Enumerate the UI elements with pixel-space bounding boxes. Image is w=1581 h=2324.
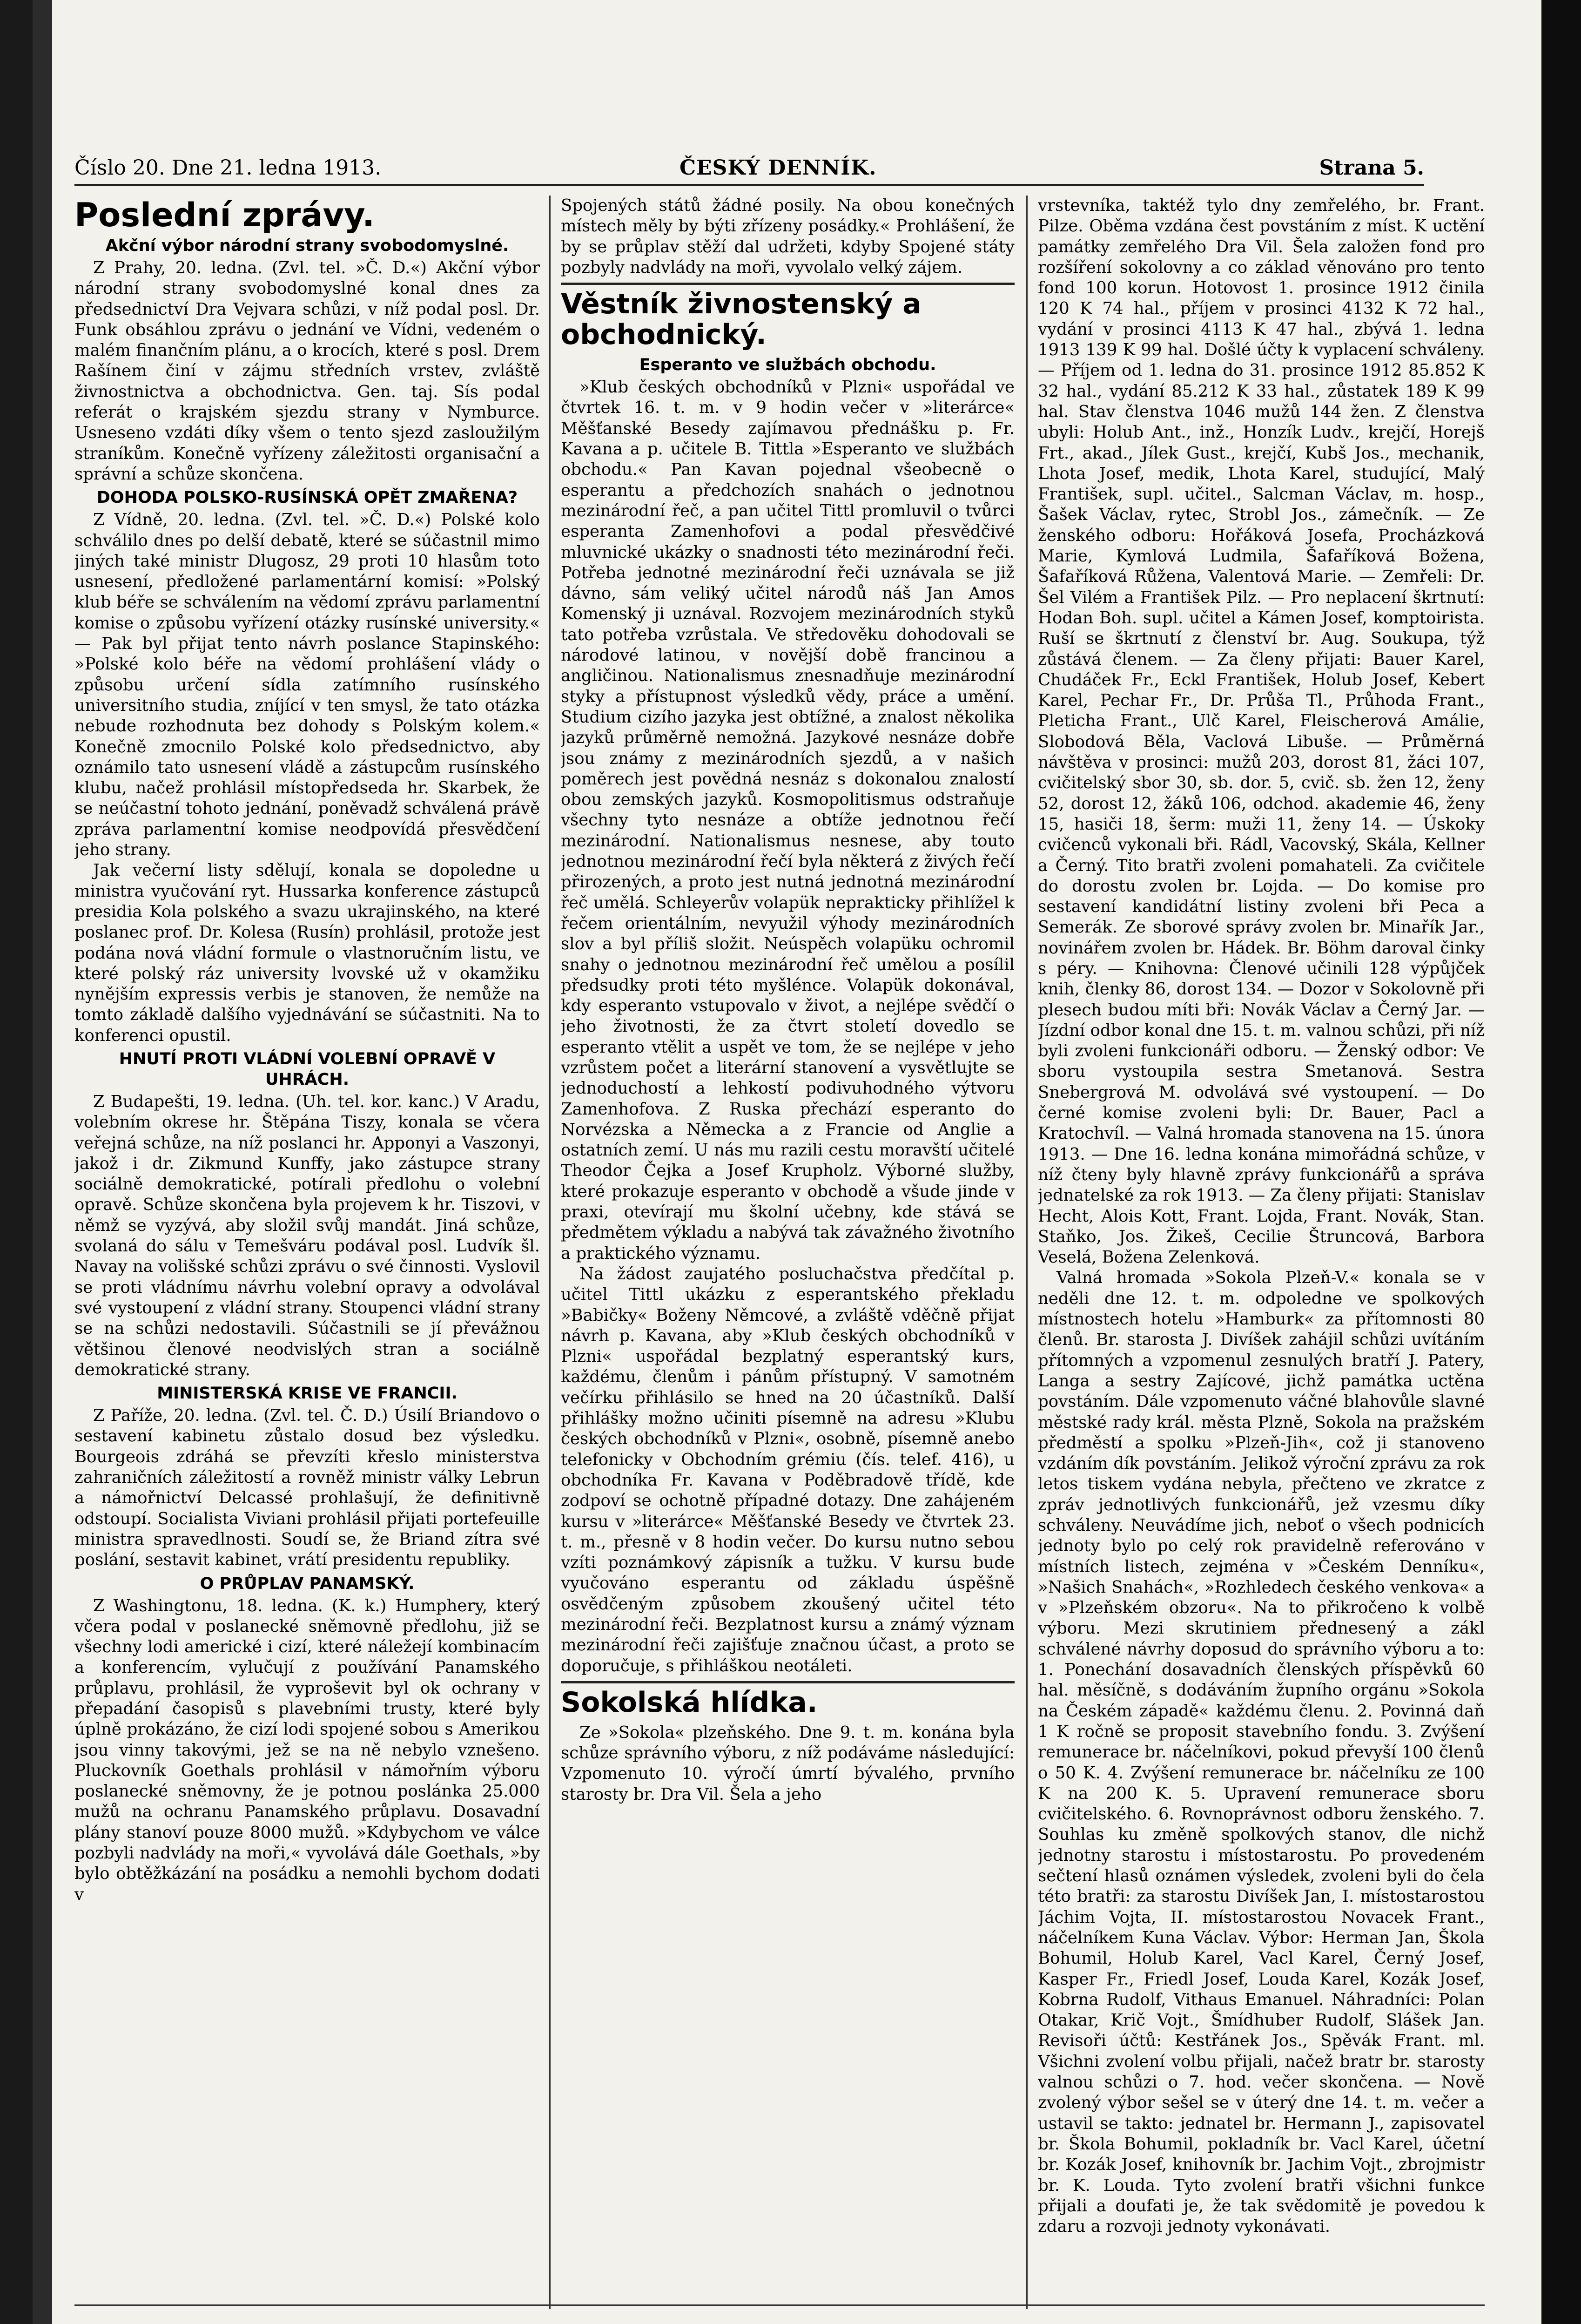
article-paragraph: vrstevníka, taktéž tylo dny zemřelého, br. Frant. Pilze. Oběma vzdána čest povstáním z míst. K uctění památky zemřelého Dra Vil. Šela založen fond pro rozšíření sokolovny a co základ věnováno pro tento fond 100 korun. Hotovost 1. prosince 1912 činila 120 K 74 hal., příjem v prosinci 4132 K 72 hal., vydání v prosinci 4113 K 47 hal., zbývá 1. ledna 1913 139 K 99 hal. Došlé účty k vyplacení schváleny. — Příjem od 1. ledna do 31. prosince 1912 85.852 K 32 hal., vydání 85.212 K 33 hal., zůstatek 189 K 99 hal. Stav členstva 1046 mužů 144 žen. Z členstva ubyli: Holub Ant., inž., Honzík Ludv., krejčí, Horejš Frt., akad., Jílek Gust., krejčí, Kubš Jos., mechanik, Lhota Josef, medik, Lhota Karel, studující, Malý František, supl. učitel., Salcman Václav, m. hosp., Šašek Václav, rytec, Strobl Jos., zámečník. — Ze ženského odboru: Hořáková Josefa, Procházková Marie, Kymlová Ludmila, Šafaříková Božena, Šafaříková Růžena, Valentová Marie. — Zemřeli: Dr. Šel Vilém a František Pilz. — Pro neplacení škrtnutí: Hodan Boh. supl. učitel a Kámen Josef, komptoirista. Ruší se škrtnutí z členství br. Aug. Soukupa, týž zůstává členem. — Za členy přijati: Bauer Karel, Chudáček Fr., Eckl František, Holub Josef, Kebert Karel, Pechar Fr., Dr. Průša Tl., Průhoda Frant., Pleticha Frant., Ulč Karel, Fleischerová Amálie, Slobodová Běla, Vaclová Libuše. — Průměrná návštěva v prosinci: mužů 203, dorost 81, žáci 107, cvičitelský sbor 30, sb. dor. 5, cvič. sb. žen 12, ženy 52, dorost 12, žáků 106, odchod. akademie 46, ženy 15, hasiči 18, šerm: muži 11, ženy 14. — Úskoky cvičenců vykonali bři. Rádl, Vacovský, Skála, Kellner a Černý. Tito bratři zvoleni pomahateli. Za cvičitele do dorostu zvolen br. Lojda. — Do komise pro sestavení kandidátní listiny zvoleni bři Peca a Semerák. Ze sborové správy zvolen br. Minařík Jar., novinářem zvolen br. Hádek. Br. Böhm daroval činky s péry. — Knihovna: Členové učinili 128 výpůjček knih, členky 86, dorost 134. — Dozor v Sokolovně při plesech budou míti bři: Novák Václav a Černý Jar. — Jízdní odbor konal dne 15. t. m. valnou schůzi, při níž byli zvoleni funkcionáři odboru. — Ženský odbor: Ve sboru vystoupila sestra Smetanová. Sestra Snebergrová M. odvolává své vystoupení. — Do černé komise zvoleni byli: Dr. Bauer, Pacl a Kratochvíl. — Valná hromada stanovena na 15. února 1913. — Dne 16. ledna konána mimořádná schůze, v níž čteny byly hlavně zprávy funkcionářů a správa jednatelské za rok 1913. — Za členy přijati: Stanislav Hecht, Alois Kott, Frant. Lojda, Frant. Novák, Stan. Staňko, Jos. Žikeš, Cecilie Štruncová, Barbora Veselá, Božena Zelenková. [1038, 196, 1485, 1267]
scan-edge [33, 0, 52, 2324]
page-header [74, 156, 1424, 186]
column-2 [561, 196, 1015, 2300]
bottom-rule [74, 2304, 1485, 2306]
issue-date: Číslo 20. Dne 21. ledna 1913. [74, 156, 382, 180]
article-title: MINISTERSKÁ KRISE VE FRANCII. [157, 1384, 457, 1403]
article-paragraph: Na žádost zaujatého posluchačstva předčítal p. učitel Tittl ukázku z esperantského překladu »Babičky« Boženy Němcové, a zvláště vděčně přijat návrh p. Kavana, aby »Klub českých obchodníků v Plzni« uspořádal bezplatný esperantský kurs, každému, členům i pánům přístupný. V samotném večírku přihlásilo se hned na 20 účastníků. Další přihlášky možno učiniti písemně na adresu »Klubu českých obchodníků v Plzni«, osobně, písemně anebo telefonicky v Obchodním grémiu (čís. telef. 416), u obchodníka Fr. Kavana v Poděbradově třídě, kde zodpoví se ochotně případné dotazy. Dne zahájeném kursu v »literárce« Měšťanské Besedy ve čtvrtek 23. t. m., přesně v 8 hodin večer. Do kursu nutno sebou vzíti poznámkový zápisník a tužku. V kursu bude vyučováno esperantu od základu úspěšně osvědčeným způsobem zkoušený učitel této mezinárodní řeči. Bezplatnost kursu a známý význam mezinárodní řeči zajišťuje značnou účast, a proto se doporučuje, s přihláškou neotáleti. [561, 1264, 1015, 1675]
article-paragraph: Z Vídně, 20. ledna. (Zvl. tel. »Č. D.«) Polské kolo schválilo dnes po delší debatě, které se súčastnil mimo jiných také ministr Dlugosz, 29 proti 10 hlasům toto usnesení, předložené parlamentární komisí: »Polský klub béře se schválením na vědomí zprávu parlamentní komise o způsobu vyřízení otázky rusínské university.« — Pak byl přijat tento návrh poslance Stapinského: »Polské kolo béře na vědomí prohlášení vlády o způsobu určení sídla zatímního rusínského universitního studia, zníjící v ten smysl, že tato otázka nebude rozhodnuta bez dohody s Polským kolem.« Konečně zmocnilo Polské kolo předsednictvo, aby oznámilo tato usnesení vládě a zástupcům rusínského klubu, načež prohlásil místopředseda hr. Skarbek, že se neúčastní tohoto jednání, poněvadž schválená právě zpráva parlamentní komise neodpovídá přesvědčení jeho strany. [74, 510, 540, 860]
article-paragraph: Spojených států žádné posily. Na obou konečných místech měly by býti zřízeny posádky.« Prohlášení, že by se průplav stěží dal udržeti, kdyby Spojené státy pozbyly nadvlády na moři, vyvolalo velký zájem. [561, 196, 1015, 277]
section-heading-trade: Věstník živnostenský a obchodnický. [561, 283, 1015, 350]
column-rule [1026, 196, 1028, 2309]
article-title: O PRŮPLAV PANAMSKÝ. [200, 1574, 415, 1593]
article-paragraph: Ze »Sokola« plzeňského. Dne 9. t. m. konána byla schůze správního výboru, z níž podáváme následující: Vzpomenuto 10. výročí úmrtí bývalého, prvního starosty br. Dra Vil. Šela a jeho [561, 1723, 1015, 1804]
article-title: Esperanto ve službách obchodu. [639, 356, 936, 375]
article-paragraph: Z Paříže, 20. ledna. (Zvl. tel. Č. D.) Úsilí Briandovo o sestavení kabinetu zůstalo dosud bez výsledku. Bourgeois zdráhá se převzíti křeslo ministerstva zahraničních záležitostí a rovněž ministr války Lebrun a námořnictví Delcassé prohlašují, že definitivně odstoupí. Socialista Viviani prohlásil přijati portefeuille ministra spravedlnosti. Soudí se, že Briand zítra své poslání, sestavit kabinet, vrátí presidentu republiky. [74, 1406, 540, 1570]
article-paragraph: Z Prahy, 20. ledna. (Zvl. tel. »Č. D.«) Akční výbor národní strany svobodomyslné konal dnes za předsednictví Dra Vejvara schůzi, v níž podal posl. Dr. Funk obsáhlou zprávu o jednání ve Vídni, vedeném o malém finančním plánu, a o krocích, které s posl. Drem Rašínem činí v zájmu středních vrstev, zvláště živnostnictva a obchodnictva. Gen. taj. Sís podal referát o krajském sjezdu strany v Nymburce. Usneseno vzdáti díky všem o tento sjezd zasloužilým straníkům. Konečně vyřízeny záležitosti organisační a správní a schůze skončena. [74, 258, 540, 484]
scan-left-margin [0, 0, 52, 2324]
article-paragraph: Valná hromada »Sokola Plzeň-V.« konala se v neděli dne 12. t. m. odpoledne ve spolkových místnostech hotelu »Hamburk« za přítomnosti 80 členů. Br. starosta J. Divíšek zahájil schůzi uvítáním přítomných a vzpomenul zesnulých bratří J. Patery, Langa a sestry Zajícové, jichž památka uctěna povstáním. Dále vzpomenuto váčné blahovůle slavné městské rady král. města Plzně, Sokola na pražském předměstí a spolku »Plzeň-Jih«, což ji stanoveno vzdáním dík povstáním. Jelikož výroční zprávu za rok letos tiskem vydána nebyla, přečteno ve zkratce z zpráv jednotlivých funkcionářů, jež vzesmu díky schváleny. Neuvádíme jich, neboť o všech podnicích jednoty bylo po celý rok pravidelně referováno v místních listech, zejména v »Českém Denníku«, »Našich Snahách«, »Rozhledech českého venkova« a v »Plzeňském obzoru«. Na to přikročeno k volbě výboru. Mezi skrutiniem přednesený a zákl schválené návrhy doposud do správního výboru a to: 1. Ponechání dosavadních členských příspěvků 60 hal. měsíčně, s dodáváním župního orgánu »Sokola na Českém západě« každému členu. 2. Povinná daň 1 K ročně se proposit stavebního fondu. 3. Zvýšení remunerace br. náčelníkovi, pokud převyší 100 členů o 50 K. 4. Zvýšení remunerace br. náčelníku ze 100 K na 200 K. 5. Upravení remunerace sboru cvičitelského. 6. Rovnoprávnost odboru ženského. 7. Souhlas ku změně spolkových stanov, dle nichž jednotny starostu i místostarostu. Po provedeném sečtení hlasů oznámen výsledek, zvoleni byli do čela této bratři: za starostu Divíšek Jan, I. místostarostou Jáchim Vojta, II. místostarostou Novacek Frant., náčelníkem Kuna Václav. Výbor: Herman Jan, Škola Bohumil, Holub Karel, Vacl Karel, Černý Josef, Kasper Fr., Friedl Josef, Louda Karel, Kozák Josef, Kobrna Rudolf, Vithaus Emanuel. Náhradníci: Polan Otakar, Krič Vojt., Šmídhuber Rudolf, Slášek Jan. Revisoři účtů: Kestřánek Jos., Spěvák Frant. ml. Všichni zvolení volbu přijali, načež bratr br. starosty valnou schůzi o 7. hod. večer skončena. — Nově zvolený výbor sešel se v úterý dne 14. t. m. večer a ustavil se takto: jednatel br. Hermann J., zapisovatel br. Škola Bohumil, pokladník br. Vacl Karel, účetní br. Kozák Josef, knihovník br. Jachim Vojt., zbrojmistr br. K. Louda. Tyto zvolení bratři všichni funkce přijali a doufati je, že tak svědomitě je povedou k zdaru a rozvoji jednoty vykonávati. [1038, 1268, 1485, 2236]
article-title: DOHODA POLSKO-RUSÍNSKÁ OPĚT ZMAŘENA? [96, 488, 518, 507]
article-paragraph: Z Budapešti, 19. ledna. (Uh. tel. kor. kanc.) V Aradu, volebním okrese hr. Štěpána Tiszy, konala se včera veřejná schůze, na níž poslanci hr. Apponyi a Vaszonyi, jakož i dr. Zikmund Kunffy, jako zástupce strany sociálně demokratické, potírali předlohu o volební opravě. Schůze skončena byla projevem k hr. Tiszovi, v němž se vyzývá, aby složil svůj mandát. Jiná schůze, svolaná do sálu v Temešváru podával posl. Ludvík šl. Navay na volišské schůzi zprávu o své činnosti. Vyslovil se proti vládnímu návrhu volební opravy a odvolával své vystoupení z vládní strany. Stoupenci vládní strany se na schůzi nedostavili. Súčastnili se jí převážnou většinou členové neodvislých stran a sociálně demokratické strany. [74, 1092, 540, 1379]
article-paragraph: Jak večerní listy sdělují, konala se dopoledne u ministra vyučování ryt. Hussarka konference zástupců presidia Kola polského a svazu ukrajinského, na které poslanec prof. Dr. Kolesa (Rusín) prohlásil, protože jest podána nová vládní formule o vlastnoručním listu, ve které polský ráz university lvovské už v okamžiku nynějším expressis verbis je stanoven, že nemůže na tomto základě dalšího vyjednávání se súčastniti. Na to konferenci opustil. [74, 861, 540, 1045]
column-rule [549, 196, 551, 2309]
masthead-title: ČESKÝ DENNÍK. [679, 156, 877, 180]
article-title: HNUTÍ PROTI VLÁDNÍ VOLEBNÍ OPRAVĚ V UHRÁCH. [119, 1049, 496, 1089]
article-title: Akční výbor národní strany svobodomyslné. [105, 236, 509, 255]
article-paragraph: Z Washingtonu, 18. ledna. (K. k.) Humphery, který včera podal v poslanecké sněmovně předlohu, již se všechny lodi americké i cizí, které náležejí kombinacím a konferencím, vylučují z používání Panamského průplavu, prohlásil, že vyproševit byl ok ochrany v přepadání časopisů s plavebními trusty, které byly úplně prokázáno, že cizí lodi spojené sobou s Amerikou jsou vinny takovými, jež se na ně nebylo vznešeno. Pluckovník Goethals prohlásil v námořním výboru poslanecké sněmovny, že je potnou poslánka 25.000 mužů na ochranu Panamského průplavu. Dosavadní plány stanoví pouze 8000 mužů. »Kdybychom ve válce pozbyli nadvlády na moři,« vyvolává dále Goethals, »by bylo obtěžkázání na posádku a nemohli bychom dodati v [74, 1596, 540, 1904]
column-3 [1038, 196, 1485, 2300]
section-heading-news: Poslední zprávy. [74, 196, 375, 234]
section-heading-sokol: Sokolská hlídka. [561, 1681, 1015, 1718]
article-paragraph: »Klub českých obchodníků v Plzni« uspořádal ve čtvrtek 16. t. m. v 9 hodin večer v »literárce« Měšťanské Besedy zajímavou přednášku p. Fr. Kavana a p. učitele B. Tittla »Esperanto ve službách obchodu.« Pan Kavan pojednal všeobecně o esperantu a předchozích snahách o jednotnou mezinárodní řeč, a pan učitel Tittl promluvil o tvůrci esperanta Zamenhofovi a podal přesvědčivé mluvnické ukázky o snadnosti této mezinárodní řeči. Potřeba jednotné mezinárodní řeči uznávala se již dávno, sám veliký učitel národů náš Jan Amos Komenský ji uznával. Rozvojem mezinárodních styků tato potřeba vzrůstala. Ve středověku dohodovali se národové latinou, v novější době francinou a angličinou. Nationalismus znesnadňuje mezinárodní styky a přístupnost výsledků vědy, práce a umění. Studium cizího jazyka jest obtížné, a znalost několika jazyků průměrně nemožná. Jazykové nesnáze dobře jsou známy z mezinárodních sjezdů, a v našich poměrech jest povědná nesnáz s dokonalou znalostí obou zemských jazyků. Kosmopolitismus odstraňuje všechny tyto nesnáze a obtíže jednotnou řečí mezinárodní. Nationalismus nesnese, aby touto jednotnou mezinárodní řečí byla některá z živých řečí přirozených, a proto jest nutná jednotná mezinárodní řeč umělá. Schleyerův volapük neprakticky přihlížel k řečem orientálním, nevyužil výhody mezinárodních slov a byl příliš složit. Neúspěch volapüku ochromil snahy o jednotnou mezinárodní řeč umělou a posílil předsudky proti této myšlénce. Volapük dokonával, kdy esperanto vstupovalo v život, a nejlépe svědčí o jeho životnosti, že za čtvrt století dovedlo se esperanto vtělit a uspět ve tom, že se nejlépe v jeho vzrůstem počet a literární stanovení a vysvětlujte se jednoduchostí a lehkostí podivuhodného výtvoru Zamenhofova. Z Ruska přechází esperanto do Norvézska a Německa a z Francie od Anglie a ostatních zemí. U nás mu razili cestu moravští učitelé Theodor Čejka a Josef Krupholz. Výborné služby, které prokazuje esperanto v obchodě a všude jinde v praxi, otevírají mu školní učebny, kde stává se předmětem výkladu a nabývá tak závažného životního a praktického významu. [561, 378, 1015, 1263]
column-1 [74, 196, 540, 2300]
page-number: Strana 5. [1319, 156, 1424, 180]
